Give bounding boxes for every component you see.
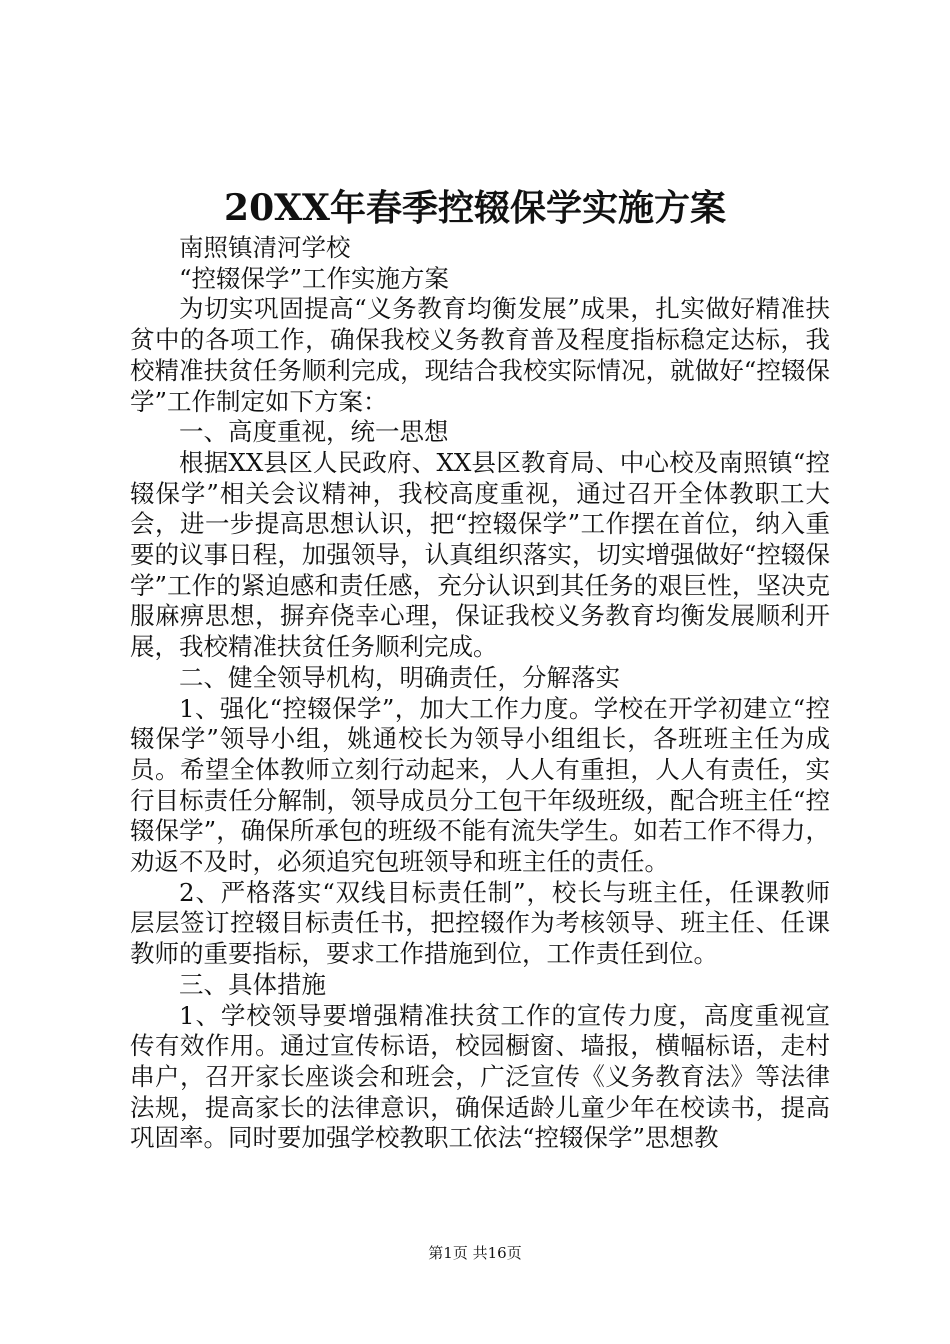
paragraph-section-2-item-1: 1、强化“控辍保学”，加大工作力度。学校在开学初建立“控辍保学”领导小组，姚通校长为领导小组组长，各班班主任为成员。希望全体教师立刻行动起来，人人有重担，人人有责任，实行目标责任分解制，领导成员分工包干年级班级，配合班主任“控辍保学”，确保所承包的班级不能有流失学生。如若工作不得力，劝返不及时，必须追究包班领导和班主任的责任。 xyxy=(130,693,830,877)
section-heading-1: 一、高度重视，统一思想 xyxy=(179,417,449,447)
page-footer: 第1页 共16页 xyxy=(428,1244,522,1262)
section-heading-2: 二、健全领导机构，明确责任，分解落实 xyxy=(179,662,620,692)
document-title: 20XX年春季控辍保学实施方案 xyxy=(224,187,726,229)
document-body xyxy=(130,233,830,1154)
paragraph-section-3-item-1: 1、学校领导要增强精准扶贫工作的宣传力度，高度重视宣传有效作用。通过宣传标语，校园橱窗、墙报，横幅标语，走村串户，召开家长座谈会和班会，广泛宣传《义务教育法》等法律法规，提高家长的法律意识，确保适龄儿童少年在校读书，提高巩固率。同时要加强学校教职工依法“控辍保学”思想教 xyxy=(130,1000,830,1153)
paragraph-section-2-item-2: 2、严格落实“双线目标责任制”，校长与班主任，任课教师层层签订控辍目标责任书，把控辍作为考核领导、班主任、任课教师的重要指标，要求工作措施到位，工作责任到位。 xyxy=(130,877,830,969)
paragraph-section-1: 根据XX县区人民政府、XX县区教育局、中心校及南照镇“控辍保学”相关会议精神，我校高度重视，通过召开全体教职工大会，进一步提高思想认识，把“控辍保学”工作摆在首位，纳入重要的议事日程，加强领导，认真组织落实，切实增强做好“控辍保学”工作的紧迫感和责任感，充分认识到其任务的艰巨性，坚决克服麻痹思想，摒弃侥幸心理，保证我校义务教育均衡发展顺利开展，我校精准扶贫任务顺利完成。 xyxy=(130,447,830,662)
paragraph-school-name: 南照镇清河学校 xyxy=(179,233,351,262)
section-heading-3: 三、具体措施 xyxy=(179,969,326,999)
paragraph-plan-subtitle: “控辍保学”工作实施方案 xyxy=(179,263,450,293)
paragraph-intro: 为切实巩固提高“义务教育均衡发展”成果，扎实做好精准扶贫中的各项工作，确保我校义务教育普及程度指标稳定达标，我校精准扶贫任务顺利完成，现结合我校实际情况，就做好“控辍保学”工作制定如下方案： xyxy=(130,294,830,416)
